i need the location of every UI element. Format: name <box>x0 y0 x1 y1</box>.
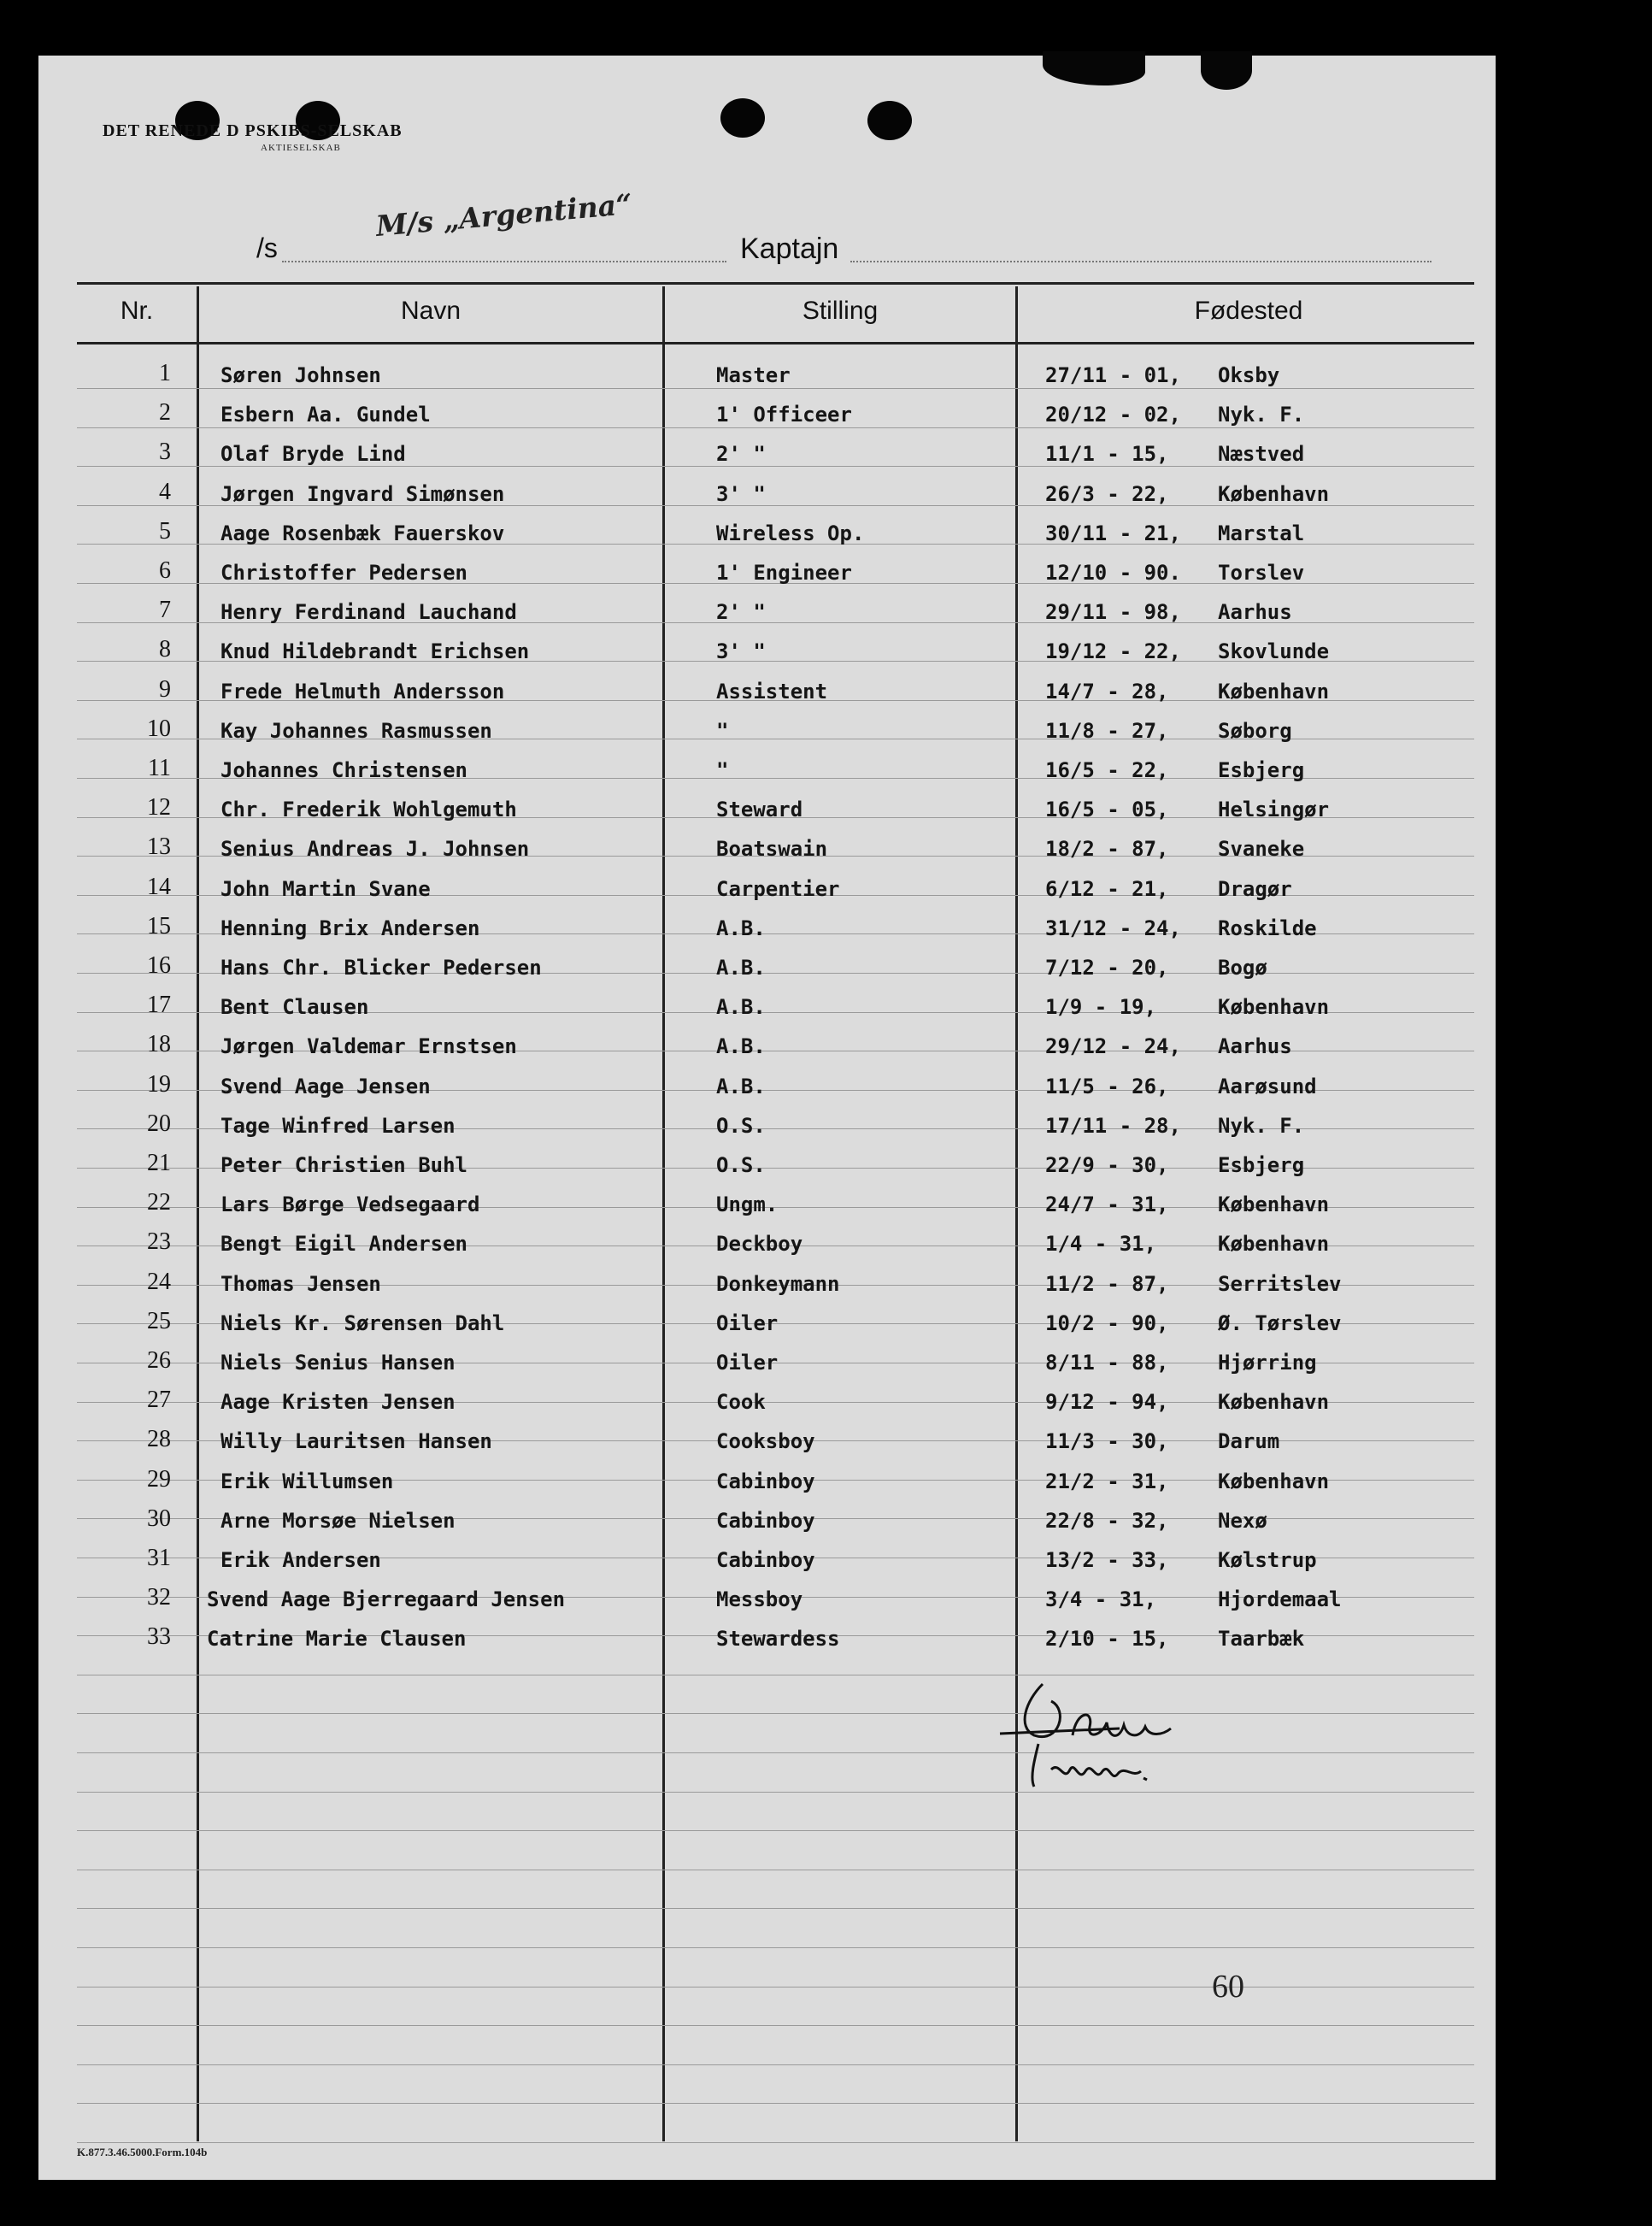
crew-number: 10 <box>147 715 171 742</box>
crew-position: Cook <box>716 1390 766 1415</box>
crew-birth-date: 29/12 - 24, <box>1045 1034 1181 1059</box>
crew-number: 15 <box>147 912 171 939</box>
captain-signature <box>991 1675 1273 1795</box>
crew-name: Jørgen Ingvard Simønsen <box>220 481 505 506</box>
crew-position: " <box>716 758 729 782</box>
crew-birth-date: 6/12 - 21, <box>1045 876 1169 901</box>
crew-number: 23 <box>147 1228 171 1256</box>
crew-position: 3' " <box>716 481 766 506</box>
crew-birth-place: København <box>1218 1192 1330 1217</box>
crew-birth-place: Nyk. F. <box>1218 403 1305 427</box>
crew-number: 7 <box>159 597 171 624</box>
page-number: 60 <box>1212 1969 1244 2005</box>
crew-position: Oiler <box>716 1310 779 1335</box>
crew-position: Boatswain <box>716 837 828 862</box>
ruled-line <box>77 1830 1474 1831</box>
crew-position: A.B. <box>716 995 766 1020</box>
company-name: DET RENEDE D PSKIBS-SELSKAB <box>103 121 403 140</box>
crew-name: Bent Clausen <box>220 995 369 1020</box>
crew-number: 25 <box>147 1307 171 1334</box>
crew-birth-date: 7/12 - 20, <box>1045 956 1169 980</box>
crew-name: Senius Andreas J. Johnsen <box>220 837 530 862</box>
crew-name: Henry Ferdinand Lauchand <box>220 600 517 625</box>
crew-birth-place: Nexø <box>1218 1508 1267 1533</box>
crew-birth-place: Oksby <box>1218 363 1280 387</box>
crew-birth-place: Hjørring <box>1218 1351 1317 1375</box>
crew-name: Arne Morsøe Nielsen <box>220 1508 456 1533</box>
crew-name: Willy Lauritsen Hansen <box>220 1429 492 1454</box>
ruled-line <box>77 388 1474 389</box>
crew-birth-place: København <box>1218 1390 1330 1415</box>
crew-birth-place: Skovlunde <box>1218 639 1330 664</box>
ruled-line <box>77 427 1474 428</box>
column-header-name: Navn <box>400 297 462 325</box>
crew-birth-place: Taarbæk <box>1218 1627 1305 1652</box>
crew-number: 33 <box>147 1623 171 1651</box>
crew-birth-place: København <box>1218 995 1330 1020</box>
crew-name: Johannes Christensen <box>220 758 467 782</box>
crew-birth-place: Kølstrup <box>1218 1548 1317 1572</box>
crew-number: 17 <box>147 992 171 1019</box>
form-code: K.877.3.46.5000.Form.104b <box>77 2146 208 2158</box>
crew-birth-place: København <box>1218 481 1330 506</box>
crew-name: Niels Kr. Sørensen Dahl <box>220 1310 505 1335</box>
crew-position: Cabinboy <box>716 1508 815 1533</box>
crew-birth-date: 24/7 - 31, <box>1045 1192 1169 1217</box>
crew-name: Søren Johnsen <box>220 363 381 387</box>
ruled-line <box>77 1908 1474 1909</box>
crew-birth-date: 16/5 - 22, <box>1045 758 1169 782</box>
crew-birth-date: 21/2 - 31, <box>1045 1469 1169 1493</box>
crew-position: 2' " <box>716 600 766 625</box>
crew-number: 29 <box>147 1465 171 1493</box>
vessel-dotted-line <box>282 261 726 262</box>
crew-birth-place: Næstved <box>1218 442 1305 467</box>
crew-name: Svend Aage Jensen <box>220 1074 431 1098</box>
crew-birth-place: Aarøsund <box>1218 1074 1317 1098</box>
crew-number: 21 <box>147 1150 171 1176</box>
crew-number: 16 <box>147 952 171 979</box>
crew-name: Olaf Bryde Lind <box>220 442 406 467</box>
crew-birth-date: 11/5 - 26, <box>1045 1074 1169 1098</box>
crew-name: Catrine Marie Clausen <box>207 1627 467 1652</box>
column-divider <box>662 286 665 2141</box>
crew-number: 28 <box>147 1426 171 1453</box>
crew-birth-place: Darum <box>1218 1429 1280 1454</box>
crew-birth-date: 16/5 - 05, <box>1045 798 1169 822</box>
crew-position: A.B. <box>716 956 766 980</box>
table-header-border <box>77 342 1474 344</box>
crew-number: 5 <box>159 517 171 545</box>
crew-position: " <box>716 718 729 743</box>
crew-birth-date: 31/12 - 24, <box>1045 916 1181 940</box>
crew-birth-place: Aarhus <box>1218 600 1292 625</box>
crew-birth-place: Torslev <box>1218 561 1305 585</box>
crew-position: 1' Officeer <box>716 403 852 427</box>
crew-position: 2' " <box>716 442 766 467</box>
ship-name-stamp: M/s „Argentina“ <box>374 186 634 243</box>
crew-name: Chr. Frederik Wohlgemuth <box>220 798 517 822</box>
captain-dotted-line <box>850 261 1432 262</box>
crew-birth-place: København <box>1218 679 1330 704</box>
crew-birth-date: 29/11 - 98, <box>1045 600 1181 625</box>
crew-birth-date: 19/12 - 22, <box>1045 639 1181 664</box>
crew-birth-date: 1/4 - 31, <box>1045 1232 1157 1257</box>
crew-position: Wireless Op. <box>716 521 865 545</box>
crew-name: Aage Kristen Jensen <box>220 1390 456 1415</box>
crew-name: Kay Johannes Rasmussen <box>220 718 492 743</box>
crew-birth-place: Hjordemaal <box>1218 1587 1342 1612</box>
crew-position: Oiler <box>716 1351 779 1375</box>
crew-birth-place: Esbjerg <box>1218 758 1305 782</box>
crew-birth-date: 11/3 - 30, <box>1045 1429 1169 1454</box>
crew-birth-place: København <box>1218 1469 1330 1493</box>
column-divider <box>1015 286 1018 2141</box>
column-divider <box>197 286 199 2141</box>
crew-number: 4 <box>159 478 171 505</box>
crew-position: Carpentier <box>716 876 840 901</box>
crew-number: 22 <box>147 1189 171 1216</box>
crew-position: Deckboy <box>716 1232 803 1257</box>
crew-name: Jørgen Valdemar Ernstsen <box>220 1034 517 1059</box>
crew-name: Tage Winfred Larsen <box>220 1113 456 1138</box>
crew-birth-place: Søborg <box>1218 718 1292 743</box>
ruled-line <box>77 2064 1474 2065</box>
crew-name: Henning Brix Andersen <box>220 916 480 940</box>
crew-name: Lars Børge Vedsegaard <box>220 1192 480 1217</box>
crew-name: Bengt Eigil Andersen <box>220 1232 467 1257</box>
crew-birth-date: 2/10 - 15, <box>1045 1627 1169 1652</box>
crew-number: 26 <box>147 1347 171 1374</box>
crew-birth-place: Serritslev <box>1218 1271 1342 1296</box>
crew-name: Niels Senius Hansen <box>220 1351 456 1375</box>
crew-birth-date: 11/2 - 87, <box>1045 1271 1169 1296</box>
crew-position: O.S. <box>716 1153 766 1177</box>
crew-birth-date: 22/8 - 32, <box>1045 1508 1169 1533</box>
crew-birth-date: 1/9 - 19, <box>1045 995 1157 1020</box>
crew-position: A.B. <box>716 916 766 940</box>
crew-birth-date: 11/8 - 27, <box>1045 718 1169 743</box>
crew-name: Frede Helmuth Andersson <box>220 679 505 704</box>
crew-number: 31 <box>147 1545 171 1571</box>
crew-name: Hans Chr. Blicker Pedersen <box>220 956 542 980</box>
crew-name: John Martin Svane <box>220 876 431 901</box>
ruled-line <box>77 1947 1474 1948</box>
crew-birth-date: 17/11 - 28, <box>1045 1113 1181 1138</box>
ruled-line <box>77 1987 1474 1988</box>
crew-position: Cooksboy <box>716 1429 815 1454</box>
crew-number: 32 <box>147 1584 171 1611</box>
crew-number: 3 <box>159 439 171 466</box>
crew-birth-date: 18/2 - 87, <box>1045 837 1169 862</box>
crew-birth-date: 30/11 - 21, <box>1045 521 1181 545</box>
ruled-line <box>77 2025 1474 2026</box>
crew-position: Assistent <box>716 679 828 704</box>
crew-number: 2 <box>159 399 171 427</box>
crew-number: 6 <box>159 557 171 584</box>
crew-position: Messboy <box>716 1587 803 1612</box>
crew-position: Master <box>716 363 791 387</box>
crew-position: Steward <box>716 798 803 822</box>
crew-name: Esbern Aa. Gundel <box>220 403 431 427</box>
crew-birth-place: Svaneke <box>1218 837 1305 862</box>
vessel-prefix: /s <box>256 233 278 263</box>
crew-name: Erik Andersen <box>220 1548 381 1572</box>
crew-number: 9 <box>159 675 171 703</box>
column-header-birth: Fødested <box>1194 297 1303 325</box>
crew-birth-date: 3/4 - 31, <box>1045 1587 1157 1612</box>
crew-name: Knud Hildebrandt Erichsen <box>220 639 530 664</box>
crew-position: O.S. <box>716 1113 766 1138</box>
crew-name: Erik Willumsen <box>220 1469 394 1493</box>
crew-position: 1' Engineer <box>716 561 852 585</box>
crew-position: 3' " <box>716 639 766 664</box>
crew-birth-place: Marstal <box>1218 521 1305 545</box>
crew-number: 18 <box>147 1031 171 1058</box>
crew-number: 11 <box>148 755 171 781</box>
crew-birth-date: 13/2 - 33, <box>1045 1548 1169 1572</box>
ruled-line <box>77 2103 1474 2104</box>
torn-edge <box>1201 51 1252 90</box>
crew-position: Donkeymann <box>716 1271 840 1296</box>
crew-number: 30 <box>147 1505 171 1532</box>
crew-position: Stewardess <box>716 1627 840 1652</box>
crew-number: 24 <box>147 1268 171 1295</box>
crew-name: Peter Christien Buhl <box>220 1153 467 1177</box>
crew-birth-place: Helsingør <box>1218 798 1330 822</box>
crew-birth-date: 27/11 - 01, <box>1045 363 1181 387</box>
crew-birth-place: Esbjerg <box>1218 1153 1305 1177</box>
crew-position: Cabinboy <box>716 1469 815 1493</box>
crew-birth-date: 14/7 - 28, <box>1045 679 1169 704</box>
crew-birth-date: 12/10 - 90. <box>1045 561 1181 585</box>
punch-hole <box>867 101 912 140</box>
crew-name: Aage Rosenbæk Fauerskov <box>220 521 505 545</box>
crew-birth-place: Aarhus <box>1218 1034 1292 1059</box>
crew-name: Thomas Jensen <box>220 1271 381 1296</box>
company-subtitle: AKTIESELSKAB <box>261 143 341 153</box>
column-header-nr: Nr. <box>120 297 154 325</box>
crew-number: 8 <box>159 636 171 663</box>
crew-birth-date: 20/12 - 02, <box>1045 403 1181 427</box>
captain-label: Kaptajn <box>740 233 839 265</box>
punch-hole <box>720 98 765 138</box>
crew-name: Christoffer Pedersen <box>220 561 467 585</box>
crew-number: 19 <box>147 1070 171 1098</box>
crew-birth-place: Bogø <box>1218 956 1267 980</box>
crew-birth-date: 22/9 - 30, <box>1045 1153 1169 1177</box>
crew-birth-place: Dragør <box>1218 876 1292 901</box>
crew-birth-date: 11/1 - 15, <box>1045 442 1169 467</box>
crew-birth-date: 26/3 - 22, <box>1045 481 1169 506</box>
crew-number: 20 <box>147 1110 171 1137</box>
crew-birth-date: 9/12 - 94, <box>1045 1390 1169 1415</box>
crew-position: A.B. <box>716 1034 766 1059</box>
crew-birth-place: Ø. Tørslev <box>1218 1310 1342 1335</box>
crew-birth-place: København <box>1218 1232 1330 1257</box>
crew-number: 27 <box>147 1387 171 1414</box>
crew-number: 13 <box>147 833 171 861</box>
crew-birth-place: Roskilde <box>1218 916 1317 940</box>
crew-number: 1 <box>159 360 171 386</box>
column-header-position: Stilling <box>802 297 879 325</box>
crew-birth-date: 8/11 - 88, <box>1045 1351 1169 1375</box>
ruled-line <box>77 2142 1474 2143</box>
crew-number: 12 <box>147 794 171 822</box>
paper-edge <box>1420 547 1496 2180</box>
crew-birth-date: 10/2 - 90, <box>1045 1310 1169 1335</box>
crew-position: Ungm. <box>716 1192 779 1217</box>
crew-name: Svend Aage Bjerregaard Jensen <box>207 1587 566 1612</box>
crew-number: 14 <box>147 873 171 900</box>
crew-position: A.B. <box>716 1074 766 1098</box>
crew-position: Cabinboy <box>716 1548 815 1572</box>
crew-birth-place: Nyk. F. <box>1218 1113 1305 1138</box>
table-top-border <box>77 282 1474 285</box>
